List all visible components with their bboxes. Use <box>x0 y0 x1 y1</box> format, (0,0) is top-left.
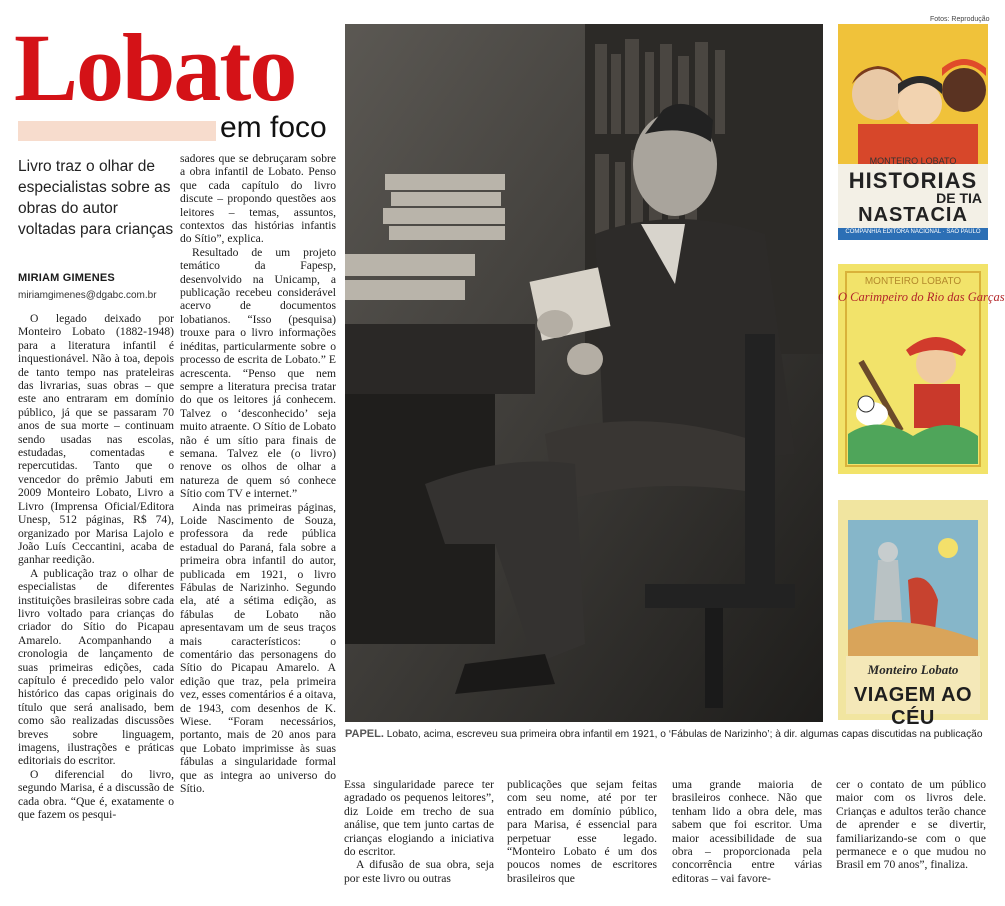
cover-author: MONTEIRO LOBATO <box>864 276 962 287</box>
article-column-1 <box>18 312 174 902</box>
paragraph: uma grande maioria de brasileiros conhece. Não que tenham lido a obra dele, mas sabem que foi escritor. Uma maior acessibilidade de sua obra – proporcionada pela concorrência entre várias editoras – vai favore- <box>672 778 822 885</box>
byline-author: MIRIAM GIMENES <box>18 272 115 284</box>
paragraph: sadores que se debruçaram sobre a obra infantil de Lobato. Penso que cada capítulo do livro discute – propondo questões aos leitores – temas, assuntos, contextos das histórias infantis do Sítio”, explica. <box>180 152 336 246</box>
cover-title-line: VIAGEM AO CÉU <box>853 684 973 729</box>
cover-author: Monteiro Lobato <box>867 662 959 677</box>
paragraph: O legado deixado por Monteiro Lobato (1882-1948) para a literatura infantil é inquestionável. Não à toa, depois de tanto tempo nas prateleiras das livrarias, suas obras – que este ano entraram em domínio público, já que se passaram 70 anos de sua morte – continuam sendo usadas nas escolas, estudadas, comentadas e repercutidas. Tanto que o vencedor do prêmio Jabuti em 2009 Monteiro Lobato, Livro a Livro (Imprensa Oficial/Editora Unesp, 512 páginas, R$ 74), organizado por Marisa Lajolo e João Luís Ceccantini, acaba de ganhar reedição. <box>18 312 174 567</box>
headline-subtitle: em foco <box>220 111 327 144</box>
article-column-2 <box>180 152 336 796</box>
article-deck: Livro traz o olhar de especialistas sobre as obras do autor voltadas para crianças <box>18 158 174 238</box>
cover-title-line: NASTACIA <box>858 204 968 226</box>
paragraph: A publicação traz o olhar de especialistas de diferentes instituições brasileiras sobre cada livro voltado para crianças do criador do Sítio do Picapau Amarelo. Acompanhando a cronologia de lançamento de suas primeiras edições, cada capítulo é precedido pelo valor histórico das capas originais do título que será analisado, bem como são realizadas discussões breves sobre linguagem, imagens, ilustrações e práticas editoriais do escritor. <box>18 566 174 768</box>
article-column-3 <box>344 778 494 904</box>
caption-text: Lobato, acima, escreveu sua primeira obra infantil em 1921, o ‘Fábulas de Narizinho’; à dir. algumas capas discutidas na publicação <box>386 729 983 740</box>
book-cover-historias-de-tia-nastacia <box>838 24 988 240</box>
caption-lead: PAPEL. <box>345 728 384 740</box>
cover-author: MONTEIRO LOBATO <box>869 156 957 166</box>
article-column-6 <box>836 778 986 904</box>
paragraph: A difusão de sua obra, seja por este livro ou outras <box>344 858 494 885</box>
book-cover-garimpeiro <box>838 264 1005 474</box>
cover-title-line: DE TIA <box>936 190 982 206</box>
paragraph: publicações que sejam feitas com seu nome, até por ter entrado em domínio público, para Marisa, é essencial para perpetuar esse legado. “Monteiro Lobato é um dos poucos nomes de escritores brasileiros que <box>507 778 657 885</box>
paragraph: Ainda nas primeiras páginas, Loide Nascimento de Souza, professora da rede pública estadual do Paraná, fala sobre a primeira obra infantil do autor, publicada em 1921, o livro Fábulas de Narizinho. Segundo ela, até a sétima edição, as fábulas de Lobato não apresentavam um de seus traços mais característicos: o comentário das personagens do Sítio do Picapau Amarelo. A edição que traz, pela primeira vez, esses comentários é a oitava, de 1943, com desenhos de K. Wiese. “Foram necessários, portanto, mais de 20 anos para que Lobato imprimisse às suas fábulas a singularidade formal que as integra ao universo do Sítio. <box>180 500 336 796</box>
cover-title-line: O Carimpeiro do Rio das Garças <box>838 290 1005 304</box>
paragraph: cer o contato de um público maior com os livros dele. Crianças e adultos terão chance de aprender e se divertir, familiarizando-se com o que permanece e o que mudou no Brasil em 70 anos”, finaliza. <box>836 778 986 872</box>
paragraph: Resultado de um projeto temático da Fapesp, desenvolvido na Unicamp, a publicação recebeu considerável acervo de documentos lobatianos. “Isso (pesquisa) trouxe para o livro informações inéditas, particularmente sobre o processo de escrita de Lobato.” E acrescenta. “Penso que nem sempre a literatura precisa tratar do que os leitores já conhecem. Talvez o ‘desconhecido’ seja muito atraente. O Sítio de Lobato não é um sítio para finais de semana. Talvez ele (o livro) renove os olhos de olhar a natureza de quem só conhece Sítio com TV e internet.” <box>180 245 336 501</box>
main-photo-lobato <box>345 24 823 722</box>
headline-accent-bar <box>18 121 216 141</box>
book-cover-viagem-ao-ceu <box>838 500 988 729</box>
paragraph: O diferencial do livro, segundo Marisa, é a discussão de cada obra. “Que é, exatamente o que fazem os pesqui- <box>18 767 174 822</box>
article-column-5 <box>672 778 822 904</box>
article-column-4 <box>507 778 657 904</box>
photo-credit: Fotos: Reprodução <box>930 16 990 23</box>
cover-publisher: COMPANHIA EDITORA NACIONAL · SÃO PAULO <box>845 229 981 235</box>
paragraph: Essa singularidade parece ter agradado os pequenos leitores”, diz Loide em trecho de sua análise, que tem junto cartas de crianças elogiando a iniciativa do escritor. <box>344 778 494 859</box>
cover-title-line: HISTORIAS <box>848 168 978 193</box>
headline-title: Lobato <box>14 14 296 121</box>
byline-email[interactable]: miriamgimenes@dgabc.com.br <box>18 290 157 301</box>
